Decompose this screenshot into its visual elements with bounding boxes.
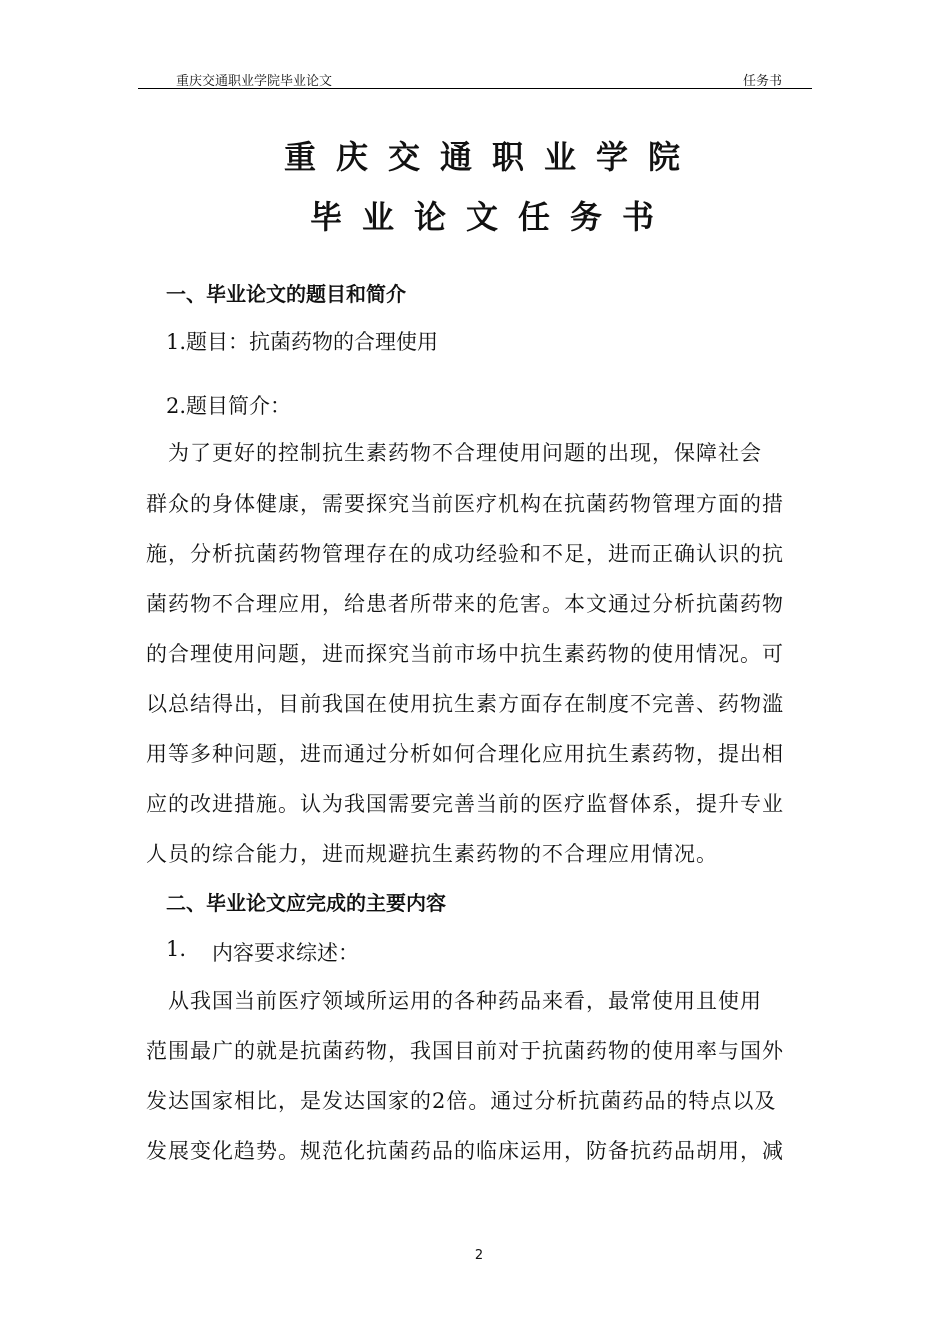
paragraph-line: 发达国家相比，是发达国家的2倍。通过分析抗菌药品的特点以及 (146, 1089, 777, 1113)
paragraph-line: 人员的综合能力，进而规避抗生素药物的不合理应用情况。 (146, 842, 718, 866)
paragraph-line: 范围最广的就是抗菌药物，我国目前对于抗菌药物的使用率与国外 (146, 1039, 784, 1063)
document-title: 毕业论文任务书 (309, 198, 674, 236)
paragraph-line: 群众的身体健康，需要探究当前医疗机构在抗菌药物管理方面的措 (146, 492, 784, 516)
content-requirements-label: 内容要求综述： (212, 941, 359, 965)
section-1-heading: 一、毕业论文的题目和简介 (166, 282, 406, 306)
section-2-heading: 二、毕业论文应完成的主要内容 (166, 891, 446, 915)
paragraph-line: 为了更好的控制抗生素药物不合理使用问题的出现，保障社会 (146, 441, 762, 465)
paragraph-line: 从我国当前医疗领域所运用的各种药品来看，最常使用且使用 (146, 989, 762, 1013)
paragraph-line: 菌药物不合理应用，给患者所带来的危害。本文通过分析抗菌药物 (146, 592, 784, 616)
content-item-number: 1. (166, 937, 187, 961)
header-document-title: 重庆交通职业学院毕业论文 (176, 74, 333, 89)
page-header (138, 70, 812, 89)
paragraph-line: 施，分析抗菌药物管理存在的成功经验和不足，进而正确认识的抗 (146, 542, 784, 566)
topic-intro-label: 2.题目简介： (166, 394, 292, 418)
paragraph-line: 的合理使用问题，进而探究当前市场中抗生素药物的使用情况。可 (146, 642, 784, 666)
paragraph-line: 应的改进措施。认为我国需要完善当前的医疗监督体系，提升专业 (146, 792, 784, 816)
header-section-label: 任务书 (742, 74, 782, 89)
paragraph-line: 用等多种问题，进而通过分析如何合理化应用抗生素药物，提出相 (146, 742, 784, 766)
paragraph-line: 发展变化趋势。规范化抗菌药品的临床运用，防备抗药品胡用，减 (146, 1139, 784, 1163)
paragraph-line: 以总结得出，目前我国在使用抗生素方面存在制度不完善、药物滥 (146, 692, 784, 716)
college-title: 重庆交通职业学院 (283, 138, 700, 176)
thesis-topic: 1.题目：抗菌药物的合理使用 (166, 330, 439, 354)
page-number: 2 (474, 1248, 484, 1263)
